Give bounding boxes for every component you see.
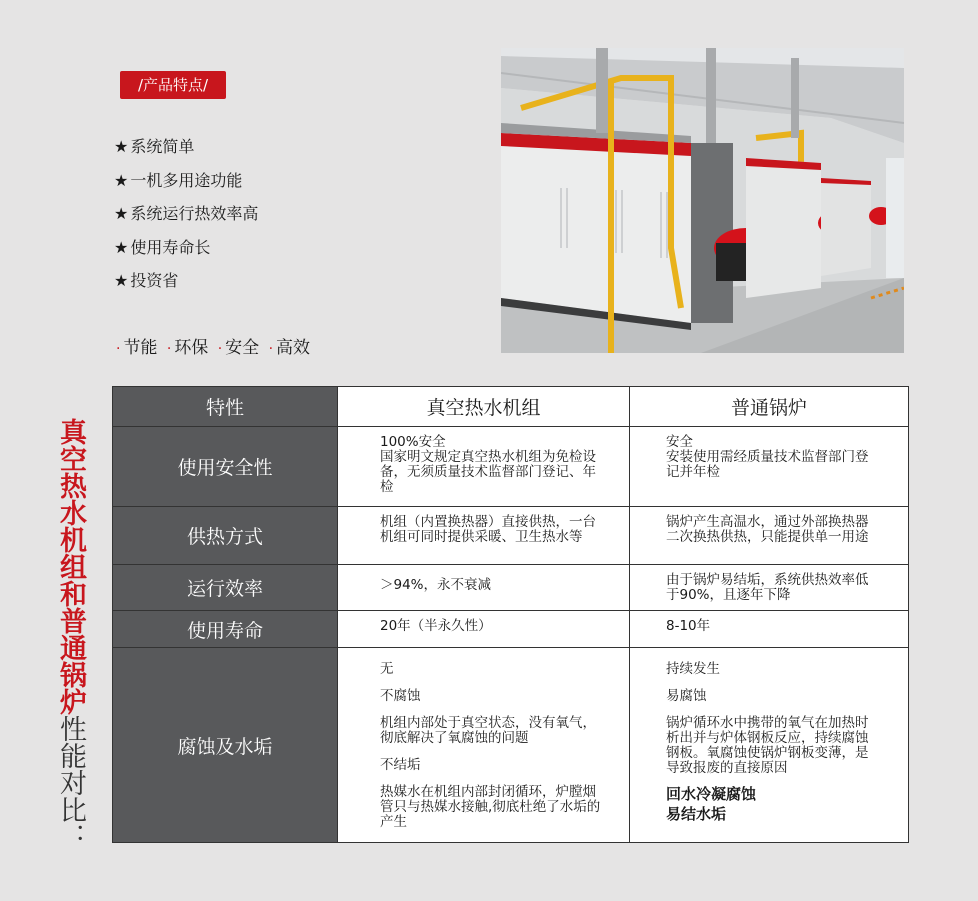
vacuum-cell: 100%安全 国家明文规定真空热水机组为免检设备，无须质量技术监督部门登记、年检 [338,427,630,507]
feature-item: ★ 系统运行热效率高 [114,204,259,223]
boiler-cell: 锅炉产生高温水，通过外部换热器二次换热供热，只能提供单一用途 [630,507,909,565]
row-label: 腐蚀及水垢 [113,648,338,843]
star-icon: ★ [114,271,129,290]
row-label: 运行效率 [113,565,338,611]
row-label: 使用寿命 [113,611,338,648]
keyword: 环保 [174,338,209,358]
feature-item: ★ 系统简单 [114,137,195,156]
boiler-illustration [501,48,904,353]
bullet-dot-icon: · [116,341,121,357]
header-cell: 特性 [113,387,338,427]
star-icon: ★ [114,237,129,257]
star-icon: ★ [114,204,129,223]
vacuum-cell: 机组（内置换热器）直接供热，一台机组可同时提供采暖、卫生热水等 [338,507,630,565]
feature-list [114,135,258,303]
table-row [113,648,909,843]
table-row [113,611,909,648]
feature-item: ★ 投资省 [114,271,179,290]
keyword: 节能 [123,338,158,358]
bullet-dot-icon: · [166,341,172,357]
section-tag: /产品特点/ [120,71,226,99]
table-row [113,507,909,565]
boiler-room-photo [501,48,904,353]
header-cell: 真空热水机组 [338,387,630,427]
table-row [113,427,909,507]
bullet-dot-icon: · [217,341,223,357]
feature-item: ★ 使用寿命长 [114,237,211,257]
keyword: 安全 [225,338,260,358]
comparison-title: 真空热水机组和普通锅炉性能对比： [55,418,86,850]
boiler-cell: 持续发生 易腐蚀 锅炉循环水中携带的氧气在加热时析出并与炉体钢板反应，持续腐蚀钢板。氧腐蚀使锅炉钢板变薄，是导致报废的直接原因 回水冷凝腐蚀 易结水垢 [630,648,909,843]
table-header-row [113,387,909,427]
star-icon: ★ [114,137,129,156]
feature-item: ★ 一机多用途功能 [114,170,243,190]
header-cell: 普通锅炉 [630,387,909,427]
vacuum-cell: 20年（半永久性） [338,611,630,648]
star-icon: ★ [114,170,129,190]
row-label: 使用安全性 [113,427,338,507]
keyword-line [112,333,310,358]
boiler-cell: 8-10年 [630,611,909,648]
bullet-dot-icon: · [268,341,274,357]
vacuum-cell: 无 不腐蚀 机组内部处于真空状态，没有氧气，彻底解决了氧腐蚀的问题 不结垢 热媒水在机组内部封闭循环，炉膛烟管只与热媒水接触,彻底杜绝了水垢的产生 [338,648,630,843]
keyword: 高效 [276,338,311,358]
row-label: 供热方式 [113,507,338,565]
table-row [113,565,909,611]
boiler-cell: 由于锅炉易结垢，系统供热效率低于90%，且逐年下降 [630,565,909,611]
comparison-table [112,386,909,843]
boiler-cell: 安全 安装使用需经质量技术监督部门登记并年检 [630,427,909,507]
vacuum-cell: ＞94%，永不衰减 [338,565,630,611]
